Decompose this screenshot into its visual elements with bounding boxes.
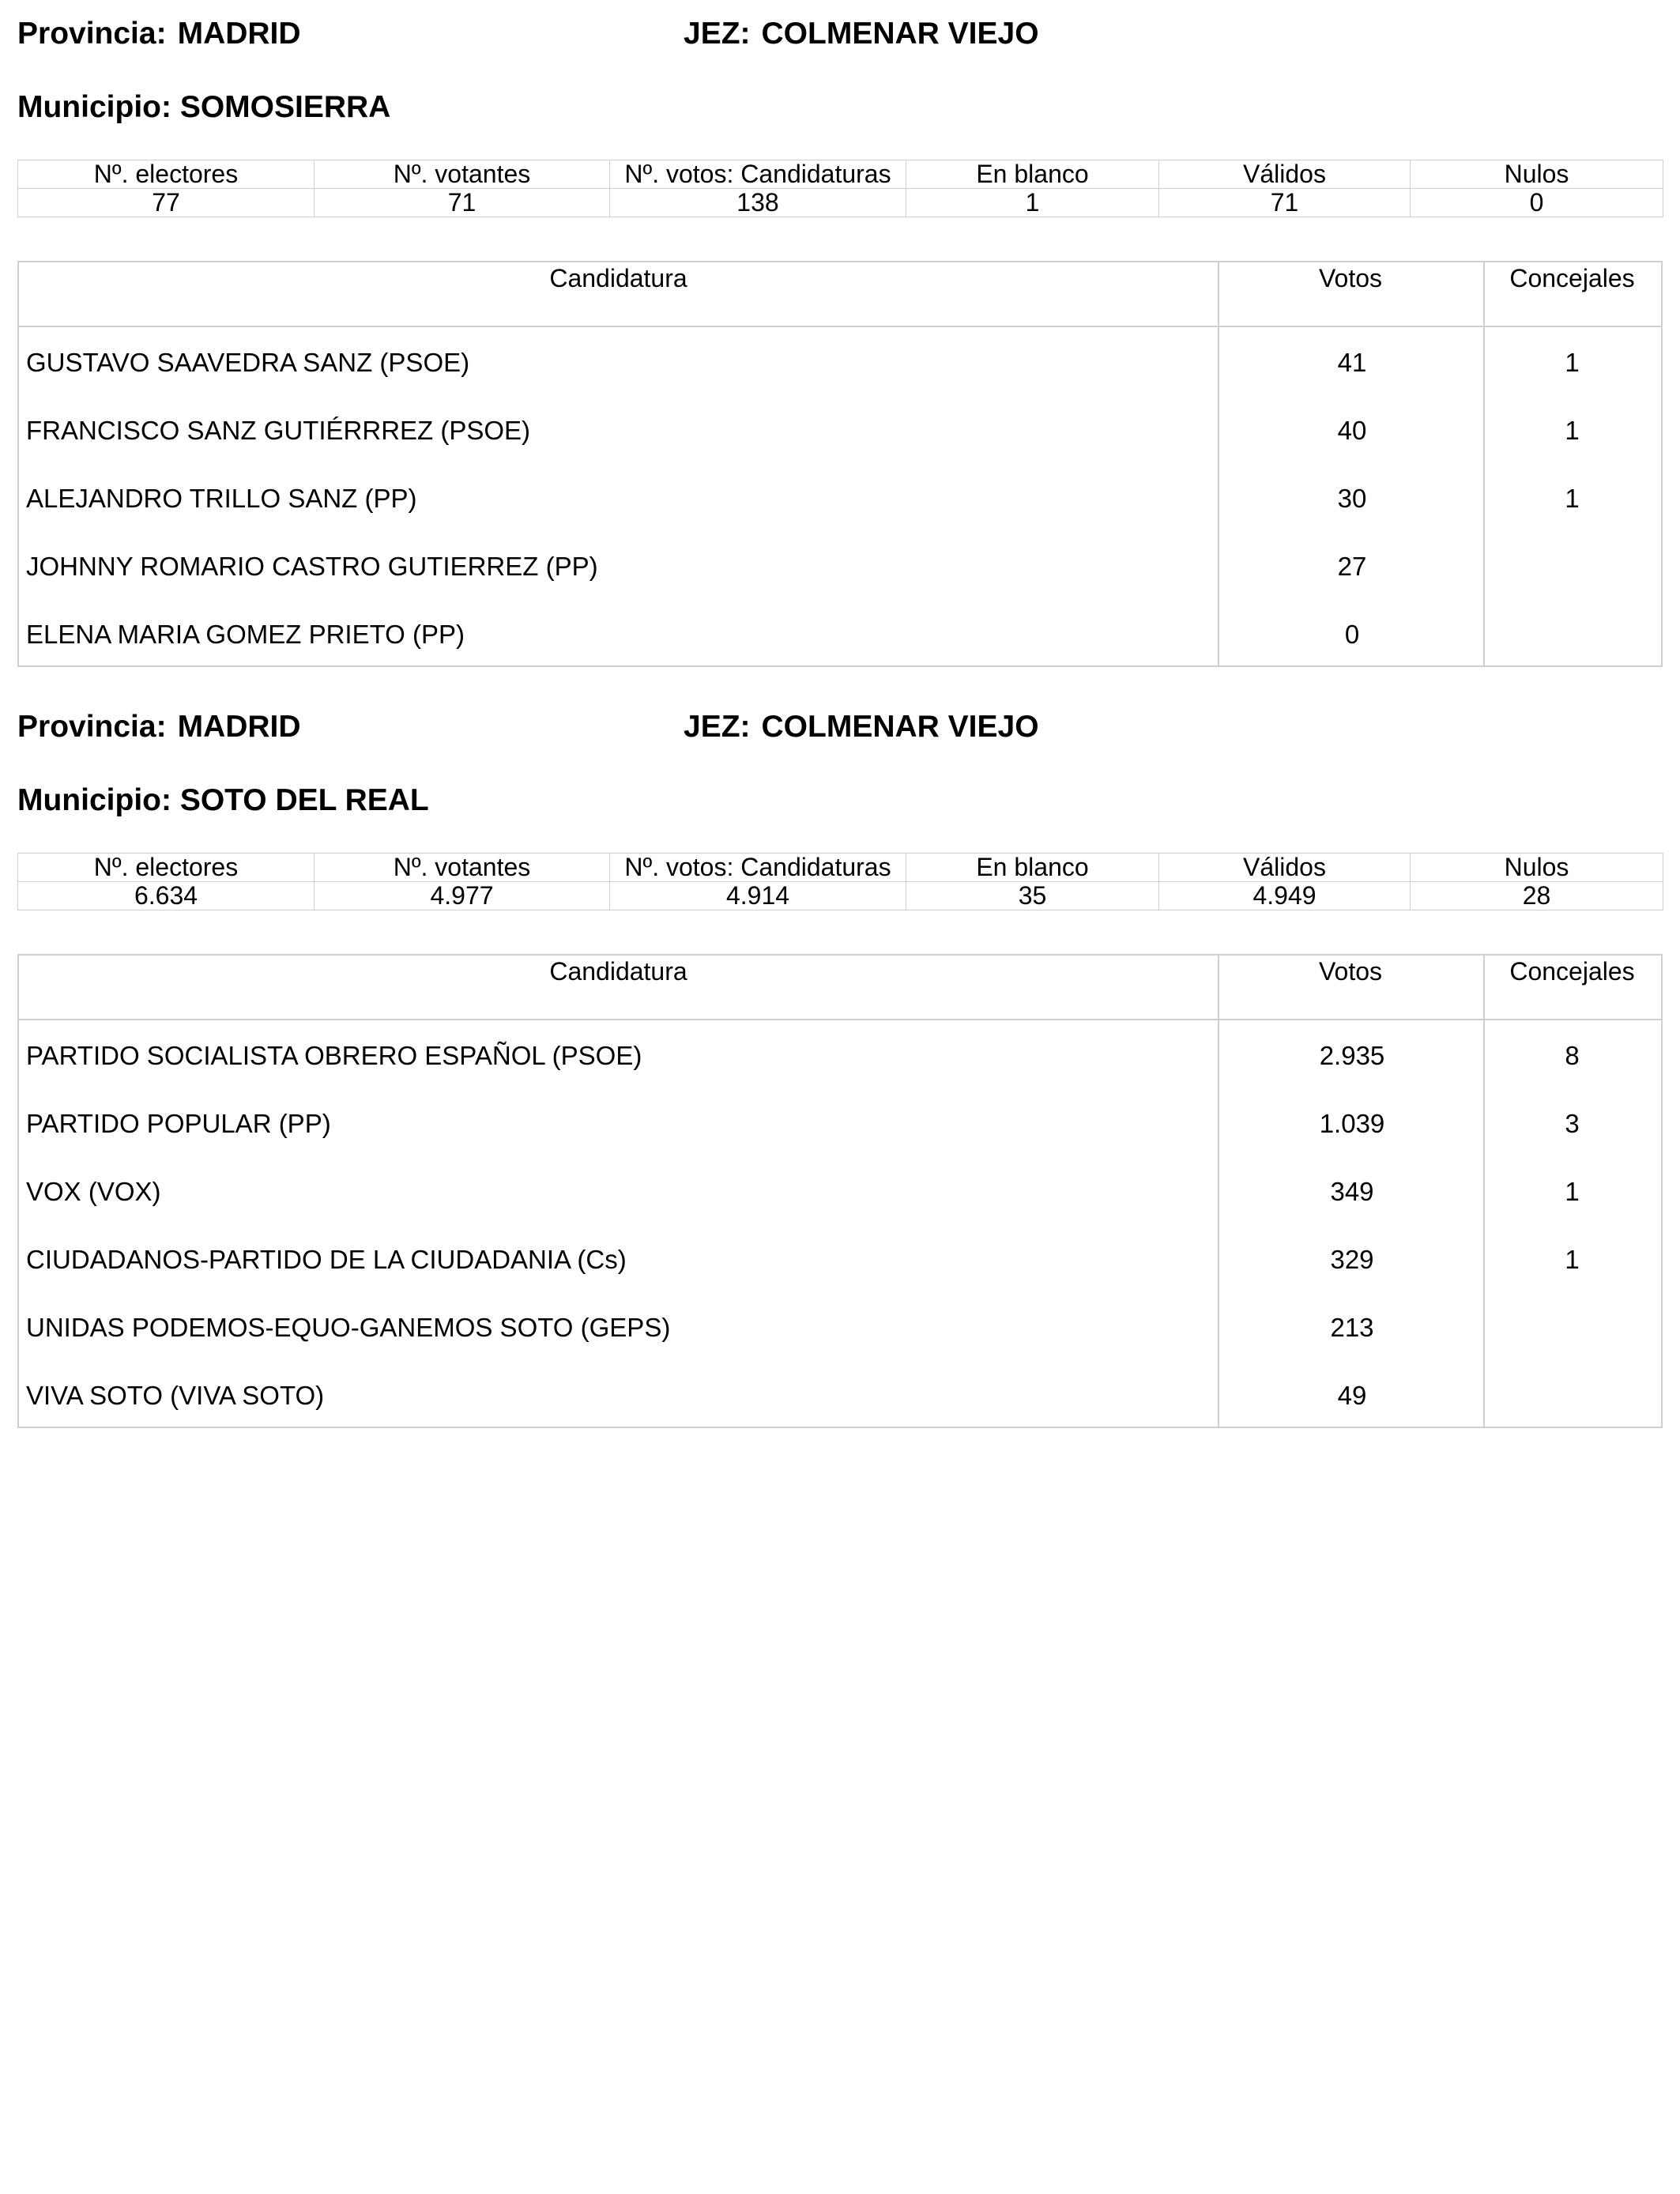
provincia-header (17, 16, 301, 52)
candidate-row (19, 1090, 1661, 1158)
candidate-name: ELENA MARIA GOMEZ PRIETO (PP) (26, 620, 465, 649)
municipio-value: SOTO DEL REAL (179, 783, 429, 817)
summary-value-cell: 28 (1411, 882, 1663, 910)
summary-header-cell: Nº. electores (18, 160, 315, 189)
header-divider (19, 326, 1661, 327)
provincia-header (17, 709, 301, 745)
summary-header-row (18, 854, 1663, 882)
summary-header-cell: Válidos (1159, 160, 1411, 189)
candidate-concejales: 1 (1565, 1245, 1580, 1274)
municipio-label: Municipio: (17, 90, 171, 124)
summary-value-cell: 71 (1159, 189, 1411, 217)
candidate-name: VOX (VOX) (26, 1177, 161, 1206)
municipio-header (17, 782, 429, 819)
votos-header: Votos (1318, 264, 1383, 292)
candidate-name: PARTIDO POPULAR (PP) (26, 1109, 331, 1138)
candidate-name: VIVA SOTO (VIVA SOTO) (26, 1381, 325, 1410)
candidate-votos: 40 (1337, 416, 1367, 445)
summary-value-cell: 0 (1411, 189, 1663, 217)
provincia-value: MADRID (177, 710, 301, 744)
candidate-name: ALEJANDRO TRILLO SANZ (PP) (26, 484, 417, 513)
candidate-concejales: 8 (1565, 1041, 1580, 1070)
municipio-label: Municipio: (17, 783, 171, 817)
summary-table (17, 160, 1663, 217)
candidate-name: CIUDADANOS-PARTIDO DE LA CIUDADANIA (Cs) (26, 1245, 627, 1274)
summary-header-cell: Nº. votantes (315, 160, 610, 189)
summary-header-cell: Nº. votos: Candidaturas (610, 160, 906, 189)
candidate-votos: 41 (1337, 348, 1367, 377)
candidate-row (19, 1158, 1661, 1226)
summary-value-cell: 6.634 (18, 882, 315, 910)
header-divider (19, 1019, 1661, 1020)
candidate-row (19, 1022, 1661, 1090)
summary-table (17, 853, 1663, 910)
candidate-row (19, 1294, 1661, 1362)
municipio-value: SOMOSIERRA (179, 90, 391, 124)
municipio-section-soto-del-real (17, 693, 1663, 1436)
concejales-header: Concejales (1509, 264, 1635, 292)
candidate-name: JOHNNY ROMARIO CASTRO GUTIERREZ (PP) (26, 552, 598, 581)
candidate-concejales: 1 (1565, 1177, 1580, 1206)
candidate-row (19, 397, 1661, 465)
summary-header-cell: En blanco (906, 160, 1159, 189)
summary-value-cell: 4.949 (1159, 882, 1411, 910)
jez-header (684, 709, 1039, 745)
candidate-row (19, 601, 1661, 669)
candidate-row (19, 465, 1661, 533)
candidate-votos: 0 (1344, 620, 1360, 649)
candidate-row (19, 1362, 1661, 1430)
summary-value-cell: 77 (18, 189, 315, 217)
candidate-row (19, 329, 1661, 397)
summary-value-row (18, 882, 1663, 910)
candidate-name: UNIDAS PODEMOS-EQUO-GANEMOS SOTO (GEPS) (26, 1313, 671, 1342)
results-table (17, 261, 1663, 667)
summary-header-cell: Nº. votantes (315, 854, 610, 882)
municipio-header (17, 89, 390, 126)
candidate-votos: 30 (1337, 484, 1367, 513)
candidate-votos: 27 (1337, 552, 1367, 581)
summary-value-cell: 71 (315, 189, 610, 217)
jez-value: COLMENAR VIEJO (761, 17, 1039, 51)
provincia-label: Provincia: (17, 17, 167, 51)
provincia-value: MADRID (177, 17, 301, 51)
summary-header-cell: Nº. electores (18, 854, 315, 882)
candidate-name: GUSTAVO SAAVEDRA SANZ (PSOE) (26, 348, 470, 377)
jez-header (684, 16, 1039, 52)
candidatura-header: Candidatura (549, 264, 687, 292)
candidate-concejales: 1 (1565, 416, 1580, 445)
summary-header-cell: Nulos (1411, 854, 1663, 882)
summary-value-row (18, 189, 1663, 217)
candidate-votos: 213 (1330, 1313, 1374, 1342)
results-table (17, 954, 1663, 1428)
candidate-votos: 49 (1337, 1381, 1367, 1410)
summary-value-cell: 35 (906, 882, 1159, 910)
candidate-concejales: 3 (1565, 1109, 1580, 1138)
summary-value-cell: 1 (906, 189, 1159, 217)
jez-label: JEZ: (684, 710, 751, 744)
candidate-name: FRANCISCO SANZ GUTIÉRRREZ (PSOE) (26, 416, 531, 445)
candidate-row (19, 1226, 1661, 1294)
summary-header-cell: Nº. votos: Candidaturas (610, 854, 906, 882)
provincia-label: Provincia: (17, 710, 167, 744)
candidate-votos: 349 (1330, 1177, 1374, 1206)
summary-value-cell: 138 (610, 189, 906, 217)
summary-header-row (18, 160, 1663, 189)
candidate-concejales: 1 (1565, 348, 1580, 377)
summary-header-cell: En blanco (906, 854, 1159, 882)
jez-label: JEZ: (684, 17, 751, 51)
candidatura-header: Candidatura (549, 957, 687, 986)
summary-header-cell: Válidos (1159, 854, 1411, 882)
candidate-name: PARTIDO SOCIALISTA OBRERO ESPAÑOL (PSOE) (26, 1041, 642, 1070)
candidate-votos: 329 (1330, 1245, 1374, 1274)
summary-header-cell: Nulos (1411, 160, 1663, 189)
candidate-concejales: 1 (1565, 484, 1580, 513)
concejales-header: Concejales (1509, 957, 1635, 986)
summary-value-cell: 4.914 (610, 882, 906, 910)
summary-value-cell: 4.977 (315, 882, 610, 910)
votos-header: Votos (1318, 957, 1383, 986)
municipio-section-somosierra (17, 0, 1663, 672)
candidate-row (19, 533, 1661, 601)
candidate-votos: 2.935 (1319, 1041, 1385, 1070)
jez-value: COLMENAR VIEJO (761, 710, 1039, 744)
candidate-votos: 1.039 (1319, 1109, 1385, 1138)
